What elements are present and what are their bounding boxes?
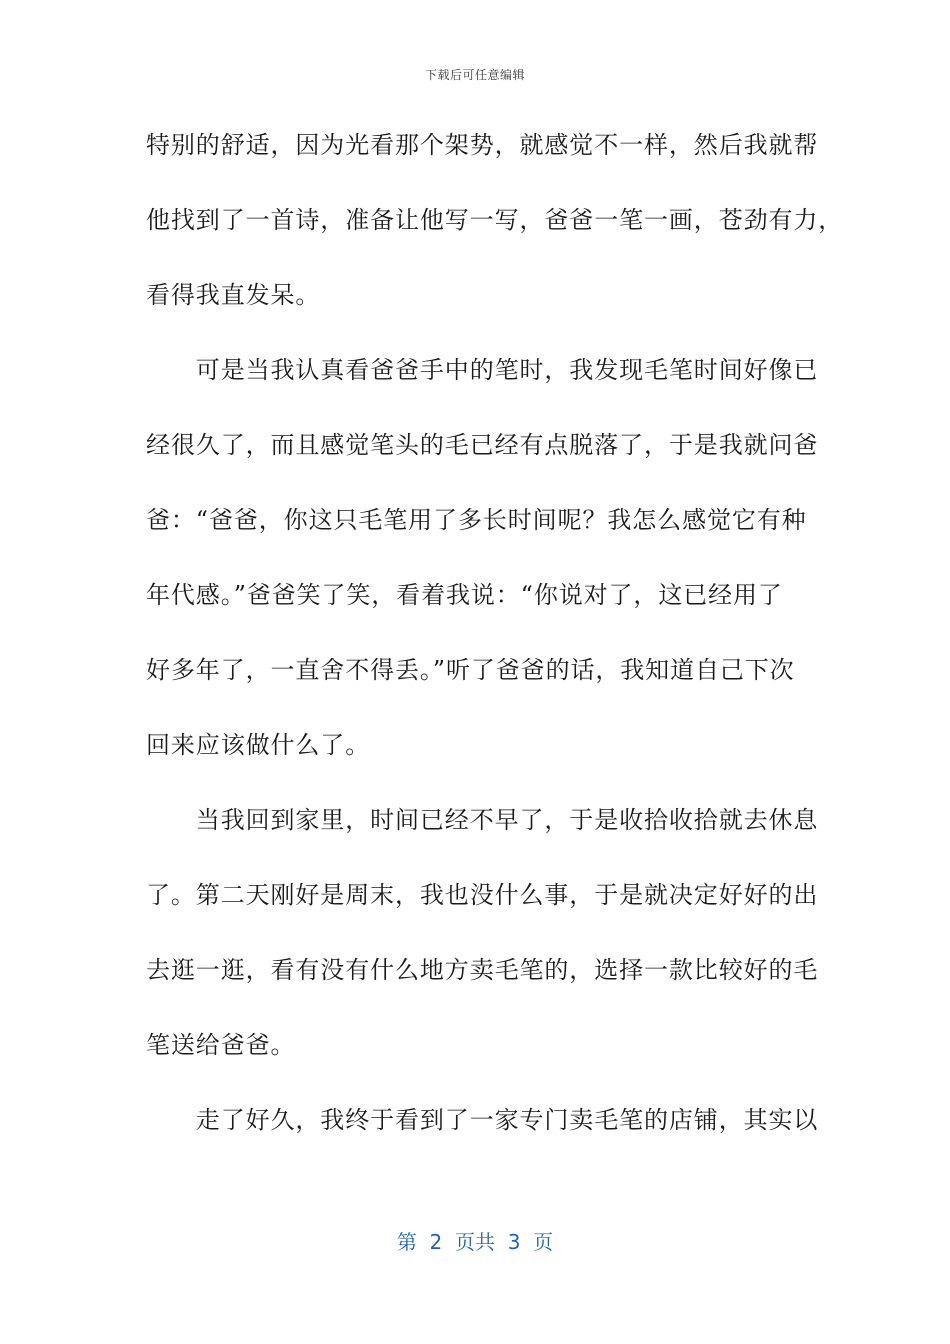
text-line: 年代感。”爸爸笑了笑，看着我说：“你说对了，这已经用了 bbox=[146, 581, 783, 609]
text-line: 可是当我认真看爸爸手中的笔时，我发现毛笔时间好像已 bbox=[146, 356, 819, 384]
text-line: 特别的舒适，因为光看那个架势，就感觉不一样，然后我就帮 bbox=[146, 131, 819, 159]
text-line: 笔送给爸爸。 bbox=[146, 1031, 296, 1059]
text-line: 他找到了一首诗，准备让他写一写，爸爸一笔一画，苍劲有力， bbox=[146, 206, 844, 234]
text-line: 回来应该做什么了。 bbox=[146, 731, 371, 759]
text-line: 当我回到家里，时间已经不早了，于是收拾收拾就去休息 bbox=[146, 806, 819, 834]
page-header-note: 下载后可任意编辑 bbox=[424, 68, 525, 82]
text-line: 去逛一逛，看有没有什么地方卖毛笔的，选择一款比较好的毛 bbox=[146, 956, 819, 984]
text-line: 了。第二天刚好是周末，我也没什么事，于是就决定好好的出 bbox=[146, 881, 819, 909]
text-line: 好多年了，一直舍不得丢。”听了爸爸的话，我知道自己下次 bbox=[146, 656, 795, 684]
text-line: 看得我直发呆。 bbox=[146, 281, 321, 309]
text-line: 经很久了，而且感觉笔头的毛已经有点脱落了，于是我就问爸 bbox=[146, 431, 819, 459]
page-number-footer: 第 2 页共 3 页 bbox=[396, 1230, 554, 1254]
text-line: 爸：“爸爸，你这只毛笔用了多长时间呢？我怎么感觉它有种 bbox=[146, 506, 807, 534]
text-line: 走了好久，我终于看到了一家专门卖毛笔的店铺，其实以 bbox=[146, 1106, 819, 1134]
